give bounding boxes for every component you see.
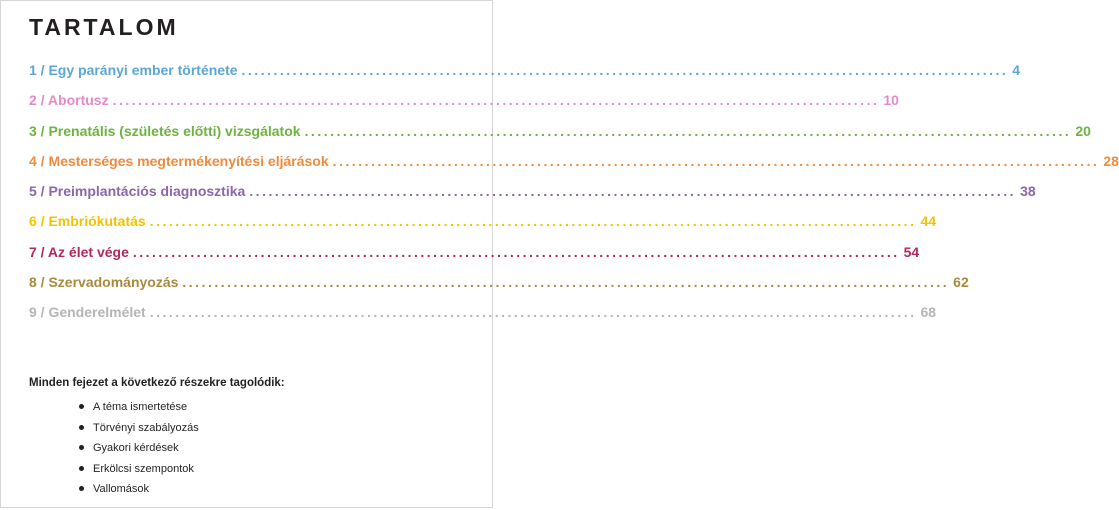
list-item-text: Erkölcsi szempontok xyxy=(93,462,194,475)
toc-entry-page: 44 xyxy=(920,213,937,230)
list-item xyxy=(79,462,199,483)
leader-dots: ........................................................................................................................ xyxy=(149,304,917,321)
toc-entry-page: 4 xyxy=(1012,62,1021,78)
chapter-structure-note: Minden fejezet a következő részekre tagolódik: xyxy=(29,377,285,389)
toc-entry-label: 7 / Az élet vége xyxy=(29,243,129,260)
toc-entry-page: 38 xyxy=(1020,183,1036,200)
toc-entry-label: 1 / Egy parányi ember története xyxy=(29,62,238,78)
list-item-text: A téma ismertetése xyxy=(93,401,188,413)
list-item xyxy=(79,400,199,421)
toc-entry-page: 54 xyxy=(903,243,920,260)
toc-entry[interactable] xyxy=(29,62,1021,92)
toc-list xyxy=(29,62,1119,335)
leader-dots: ........................................................................................................................ xyxy=(249,183,1017,200)
list-item-text: Vallomások xyxy=(93,483,150,495)
chapter-parts-list xyxy=(79,400,199,503)
toc-entry-label: 3 / Prenatális (születés előtti) vizsgálatok xyxy=(29,122,301,139)
toc-entry[interactable] xyxy=(29,122,1091,153)
leader-dots: ........................................................................................................................ xyxy=(332,152,1100,169)
toc-entry[interactable] xyxy=(29,183,1036,213)
bullet-dot-icon xyxy=(79,445,84,450)
list-item xyxy=(79,441,199,462)
bullet-dot-icon xyxy=(79,425,84,430)
list-item-text: Törvényi szabályozás xyxy=(93,421,199,434)
toc-entry-page: 20 xyxy=(1075,122,1091,139)
toc-entry-label: 8 / Szervadományozás xyxy=(29,274,179,291)
bullet-dot-icon xyxy=(79,486,84,491)
toc-entry[interactable] xyxy=(29,274,969,304)
toc-entry-page: 62 xyxy=(953,274,969,291)
leader-dots: ........................................................................................................................ xyxy=(112,92,880,109)
leader-dots: ........................................................................................................................ xyxy=(304,122,1072,139)
toc-entry[interactable] xyxy=(29,213,937,243)
leader-dots: ........................................................................................................................ xyxy=(132,243,900,260)
toc-entry[interactable] xyxy=(29,243,920,274)
bullet-dot-icon xyxy=(79,404,84,409)
toc-entry-label: 4 / Mesterséges megtermékenyítési eljárások xyxy=(29,152,329,169)
toc-entry[interactable] xyxy=(29,152,1119,183)
toc-entry-label: 9 / Genderelmélet xyxy=(29,304,146,321)
toc-entry-label: 2 / Abortusz xyxy=(29,92,109,109)
list-item-text: Gyakori kérdések xyxy=(93,442,179,454)
list-item xyxy=(79,482,199,503)
toc-entry-page: 68 xyxy=(920,304,937,321)
page-title: TARTALOM xyxy=(29,14,179,40)
toc-entry-label: 5 / Preimplantációs diagnosztika xyxy=(29,183,246,200)
leader-dots: ........................................................................................................................ xyxy=(149,213,917,230)
toc-entry[interactable] xyxy=(29,304,937,334)
toc-entry-label: 6 / Embriókutatás xyxy=(29,213,146,230)
toc-entry-page: 28 xyxy=(1103,152,1119,169)
leader-dots: ........................................................................................................................ xyxy=(182,274,950,291)
toc-entry[interactable] xyxy=(29,92,899,122)
leader-dots: ........................................................................................................................ xyxy=(241,62,1009,78)
toc-entry-page: 10 xyxy=(883,92,899,109)
list-item xyxy=(79,421,199,442)
bullet-dot-icon xyxy=(79,466,84,471)
